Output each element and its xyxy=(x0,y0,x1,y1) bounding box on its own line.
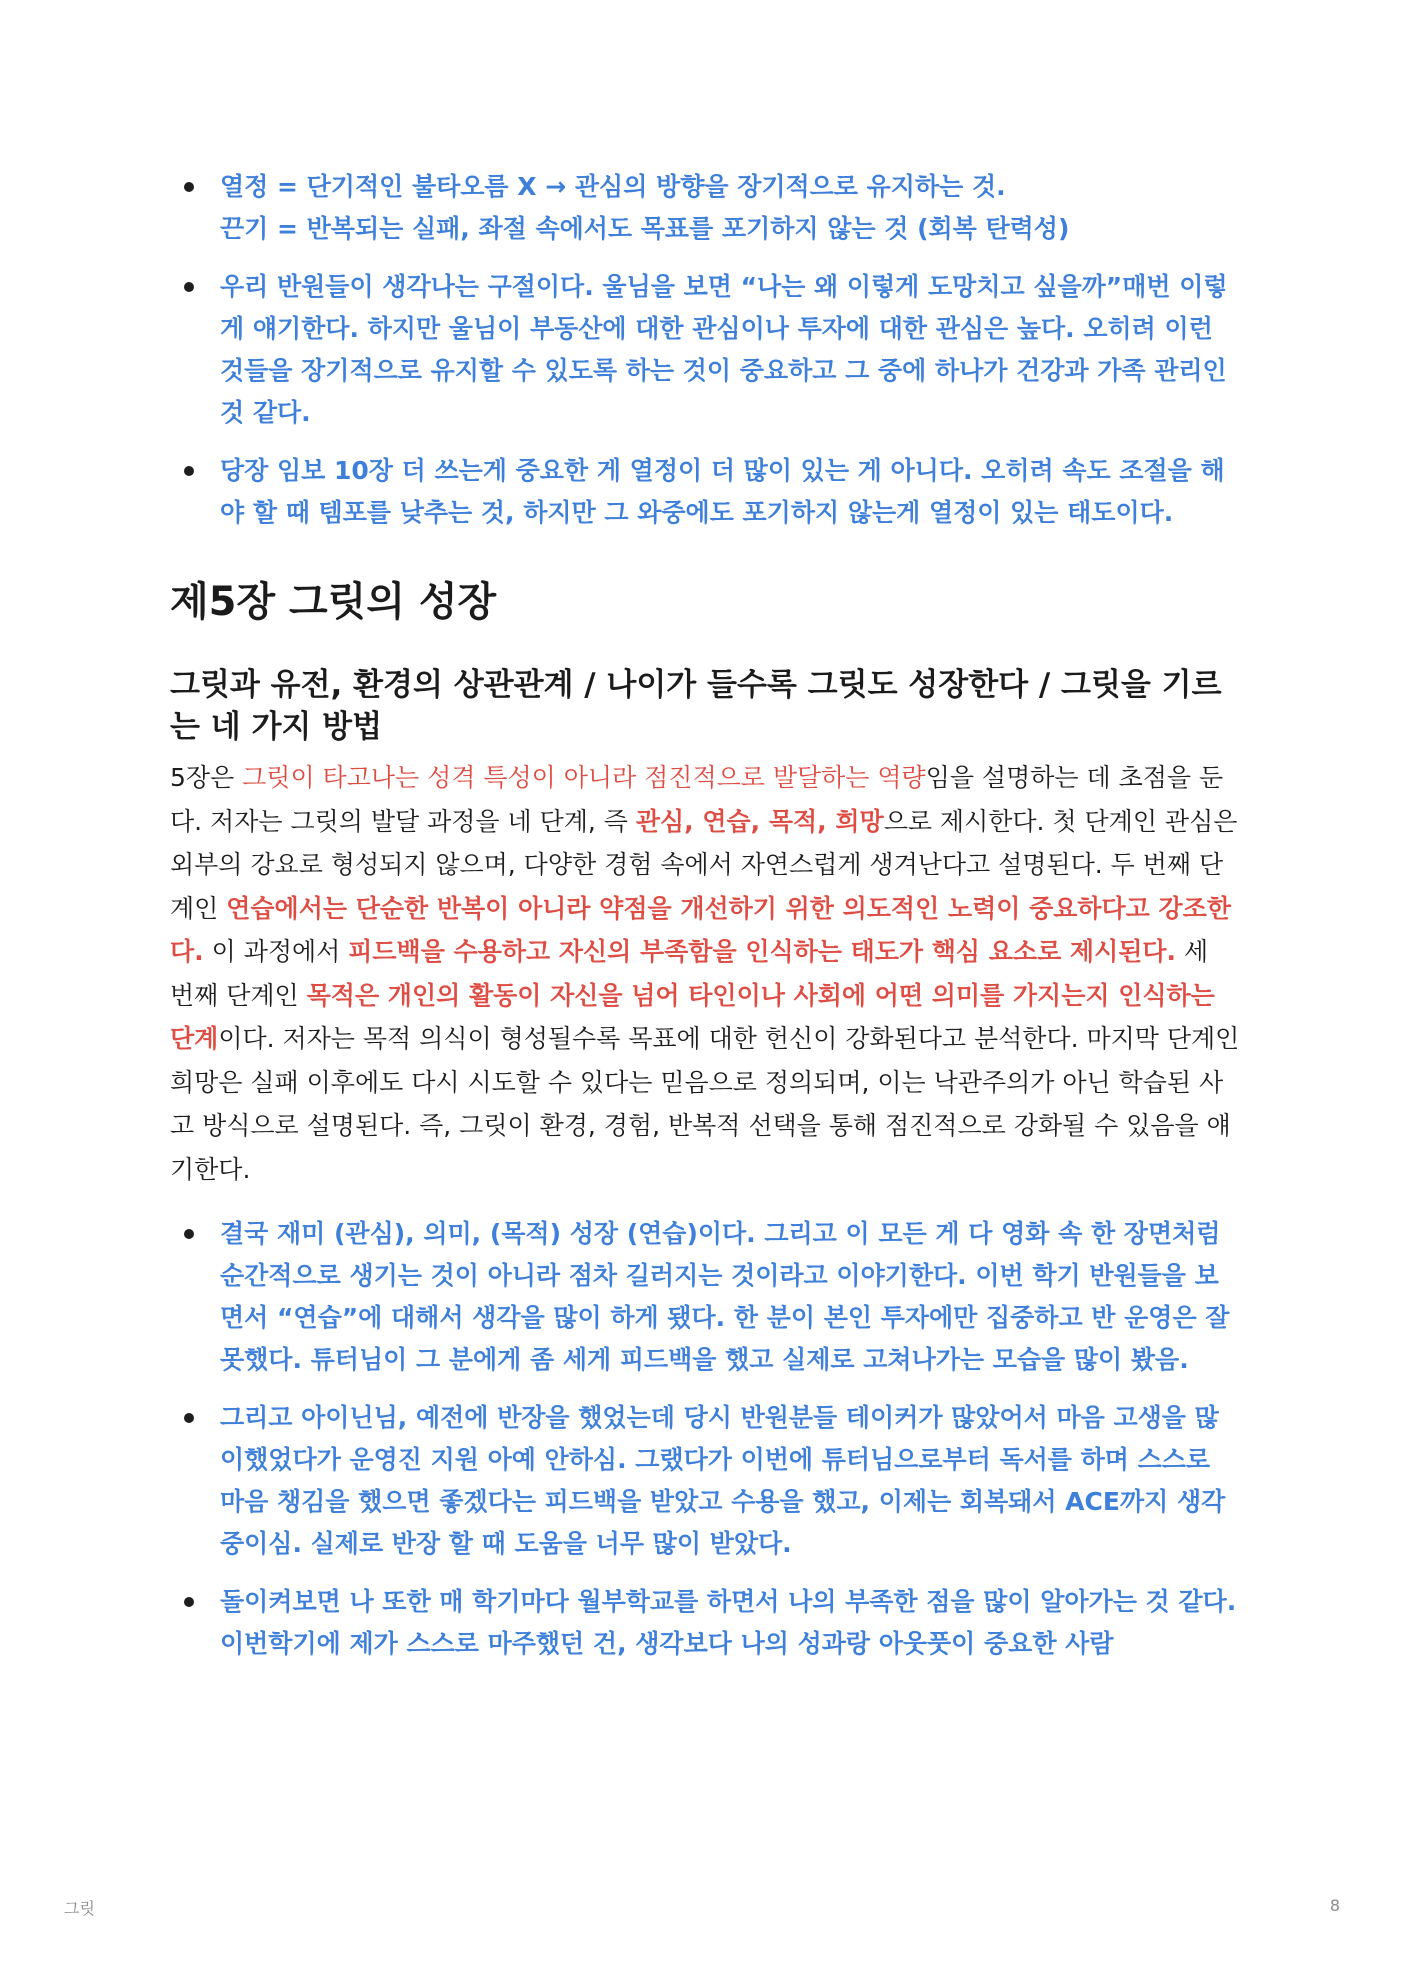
highlight-text: 목적은 개인의 활동이 자신을 넘어 타인이나 사회에 어떤 의미를 가지는지 인식하는 단계 xyxy=(170,980,1215,1053)
paragraph-text: 이다. 저자는 목적 의식이 형성될수록 목표에 대한 헌신이 강화된다고 분석한다. 마지막 단계인 희망은 실패 이후에도 다시 시도할 수 있다는 믿음으로 정의되며, 이는 낙관주의가 아닌 학습된 사고 방식으로 설명된다. 즉, 그릿이 환경, 경험, 반복적 선택을 통해 점진적으로 강화될 수 있음을 얘기한다. xyxy=(170,1024,1240,1184)
paragraph-text: 임을 설명하는 데 초점을 둔다. 저자는 그릿의 발달 과정을 네 단계, 즉 xyxy=(170,763,1224,836)
bullet-dot-icon xyxy=(184,282,194,292)
page-content xyxy=(170,166,1240,1681)
bullet-dot-icon xyxy=(184,466,194,476)
list-item xyxy=(170,1213,1240,1381)
top-bullet-list xyxy=(170,166,1240,534)
bullet-dot-icon xyxy=(184,182,194,192)
paragraph-text: 세 번째 단계인 xyxy=(170,937,1209,1010)
list-item xyxy=(170,450,1240,534)
highlight-text: 피드백을 수용하고 자신의 부족함을 인식하는 태도가 핵심 요소로 제시된다. xyxy=(348,937,1177,966)
highlight-text: 관심, 연습, 목적, 희망 xyxy=(635,806,884,836)
sub-title: 그릿과 유전, 환경의 상관관계 / 나이가 들수록 그릿도 성장한다 / 그릿을 기르는 네 가지 방법 xyxy=(170,667,1222,745)
footer-document-title: 그릿 xyxy=(64,1899,95,1918)
bullet-dot-icon xyxy=(184,1413,194,1423)
bullet-dot-icon xyxy=(184,1229,194,1239)
list-item xyxy=(170,266,1240,434)
bullet-line: 열정 = 단기적인 불타오름 X → 관심의 방향을 장기적으로 유지하는 것. xyxy=(220,172,1006,201)
bullet-text: 당장 임보 10장 더 쓰는게 중요한 게 열정이 더 많이 있는 게 아니다. 오히려 속도 조절을 해야 할 때 템포를 낮추는 것, 하지만 그 와중에도 포기하지 않는게 열정이 있는 태도이다. xyxy=(220,456,1225,527)
paragraph-text: 으로 제시한다. 첫 단계인 관심은 외부의 강요로 형성되지 않으며, 다양한 경험 속에서 자연스럽게 생겨난다고 설명된다. 두 번째 단계인 xyxy=(170,806,1238,923)
list-item xyxy=(170,1397,1240,1565)
bullet-line: 끈기 = 반복되는 실패, 좌절 속에서도 목표를 포기하지 않는 것 (회복 탄력성) xyxy=(220,214,1070,243)
highlight-text: 연습에서는 단순한 반복이 아니라 약점을 개선하기 위한 의도적인 노력이 중요하다고 강조한다. xyxy=(170,893,1231,966)
bullet-dot-icon xyxy=(184,1597,194,1607)
paragraph-text: 5장은 xyxy=(170,763,243,792)
list-item xyxy=(170,1581,1240,1665)
footer-page-number: 8 xyxy=(1329,1896,1340,1915)
body-paragraph xyxy=(170,756,1240,1191)
bullet-text: 결국 재미 (관심), 의미, (목적) 성장 (연습)이다. 그리고 이 모든 게 다 영화 속 한 장면처럼 순간적으로 생기는 것이 아니라 점차 길러지는 것이라고 이야기한다. 이번 학기 반원들을 보면서 “연습”에 대해서 생각을 많이 하게 됐다. 한 분이 본인 투자에만 집중하고 반 운영은 잘 못했다. 튜터님이 그 분에게 좀 세게 피드백을 했고 실제로 고쳐나가는 모습을 많이 봤음. xyxy=(220,1219,1230,1374)
bullet-text: 그리고 아이닌님, 예전에 반장을 했었는데 당시 반원분들 테이커가 많았어서 마음 고생을 많이했었다가 운영진 지원 아예 안하심. 그랬다가 이번에 튜터님으로부터 독서를 하며 스스로 마음 챙김을 했으면 좋겠다는 피드백을 받았고 수용을 했고, 이제는 회복돼서 ACE까지 생각중이심. 실제로 반장 할 때 도움을 너무 많이 받았다. xyxy=(220,1403,1226,1558)
bottom-bullet-list xyxy=(170,1213,1240,1665)
list-item xyxy=(170,166,1240,250)
paragraph-text: 이 과정에서 xyxy=(203,937,349,966)
highlight-text: 그릿이 타고나는 성격 특성이 아니라 점진적으로 발달하는 역량 xyxy=(242,763,926,792)
bullet-text: 돌이켜보면 나 또한 매 학기마다 월부학교를 하면서 나의 부족한 점을 많이 알아가는 것 같다. 이번학기에 제가 스스로 마주했던 건, 생각보다 나의 성과랑 아웃풋이 중요한 사람 xyxy=(220,1587,1237,1658)
section-title: 제5장 그릿의 성장 xyxy=(170,579,497,625)
bullet-text: 우리 반원들이 생각나는 구절이다. 울님을 보면 “나는 왜 이렇게 도망치고 싶을까”매번 이렇게 얘기한다. 하지만 울님이 부동산에 대한 관심이나 투자에 대한 관심은 높다. 오히려 이런 것들을 장기적으로 유지할 수 있도록 하는 것이 중요하고 그 중에 하나가 건강과 가족 관리인 것 같다. xyxy=(220,272,1228,427)
